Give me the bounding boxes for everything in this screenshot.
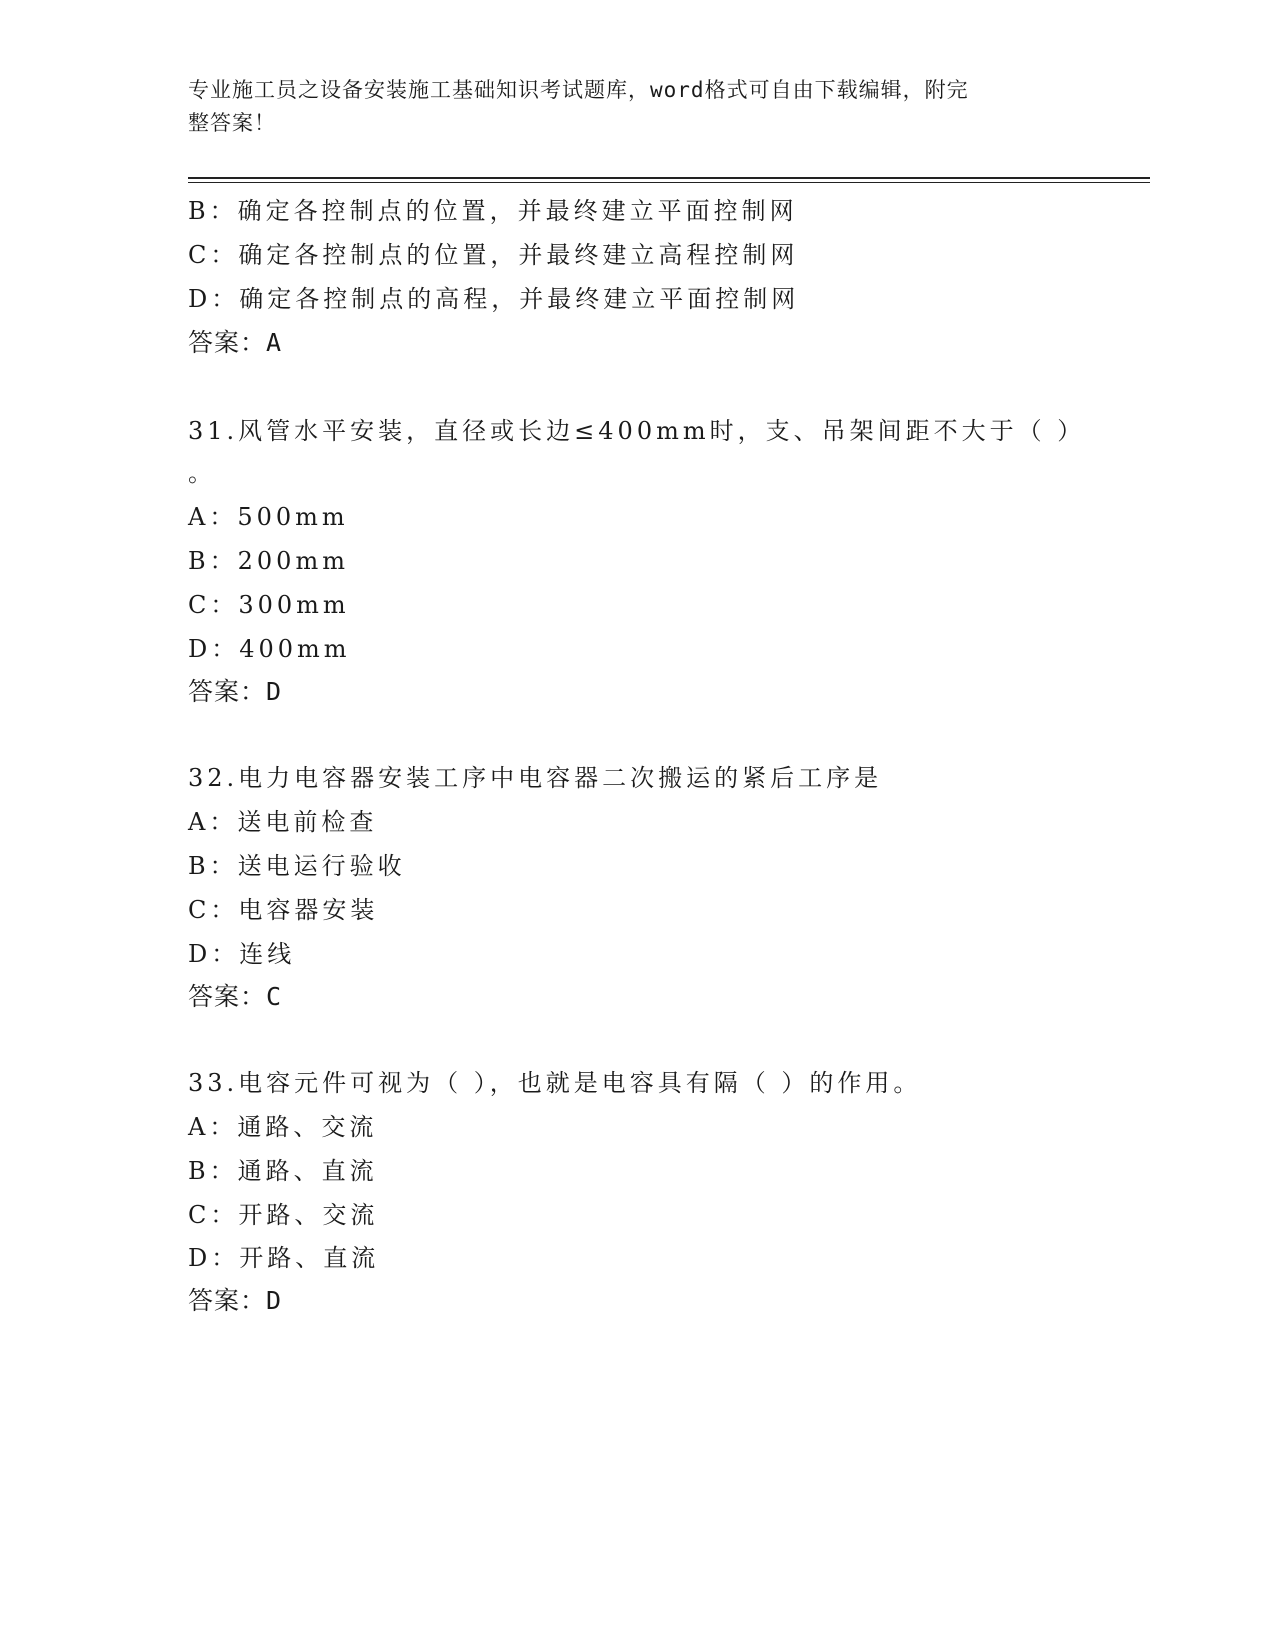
q32-option-b: B：送电运行验收 xyxy=(188,852,406,880)
q32-stem: 32.电力电容器安装工序中电容器二次搬运的紧后工序是 xyxy=(188,764,883,792)
q33-option-d: D：开路、直流 xyxy=(188,1244,380,1272)
q33-option-b: B：通路、直流 xyxy=(188,1157,378,1185)
q31-option-b: B：200mm xyxy=(188,547,349,575)
header-title-line-2: 整答案！ xyxy=(188,111,276,135)
q32-option-c: C：电容器安装 xyxy=(188,896,379,924)
prev-option-c: C：确定各控制点的位置，并最终建立高程控制网 xyxy=(188,241,799,269)
q32-answer: 答案：C xyxy=(188,982,283,1011)
q33-option-a: A：通路、交流 xyxy=(188,1113,378,1141)
header-title-line-1: 专业施工员之设备安装施工基础知识考试题库，word格式可自由下载编辑，附完 xyxy=(188,78,969,102)
prev-option-b: B：确定各控制点的位置，并最终建立平面控制网 xyxy=(188,197,798,225)
q31-stem: 31.风管水平安装，直径或长边≤400mm时，支、吊架间距不大于（ ） xyxy=(188,417,1086,445)
q32-option-d: D：连线 xyxy=(188,940,296,968)
prev-answer: 答案：A xyxy=(188,328,283,357)
header-divider-thick xyxy=(188,177,1150,179)
q31-option-a: A：500mm xyxy=(188,503,349,531)
q33-stem: 33.电容元件可视为（ ），也就是电容具有隔（ ）的作用。 xyxy=(188,1069,922,1097)
document-header xyxy=(188,74,1068,140)
q33-answer: 答案：D xyxy=(188,1286,283,1315)
q31-option-c: C：300mm xyxy=(188,591,350,619)
q32-option-a: A：送电前检查 xyxy=(188,808,378,836)
header-divider-thin xyxy=(188,182,1150,183)
prev-option-d: D：确定各控制点的高程，并最终建立平面控制网 xyxy=(188,285,800,313)
q31-option-d: D：400mm xyxy=(188,635,351,663)
q31-answer: 答案：D xyxy=(188,677,283,706)
q31-stem-continuation: 。 xyxy=(188,459,216,487)
q33-option-c: C：开路、交流 xyxy=(188,1201,379,1229)
